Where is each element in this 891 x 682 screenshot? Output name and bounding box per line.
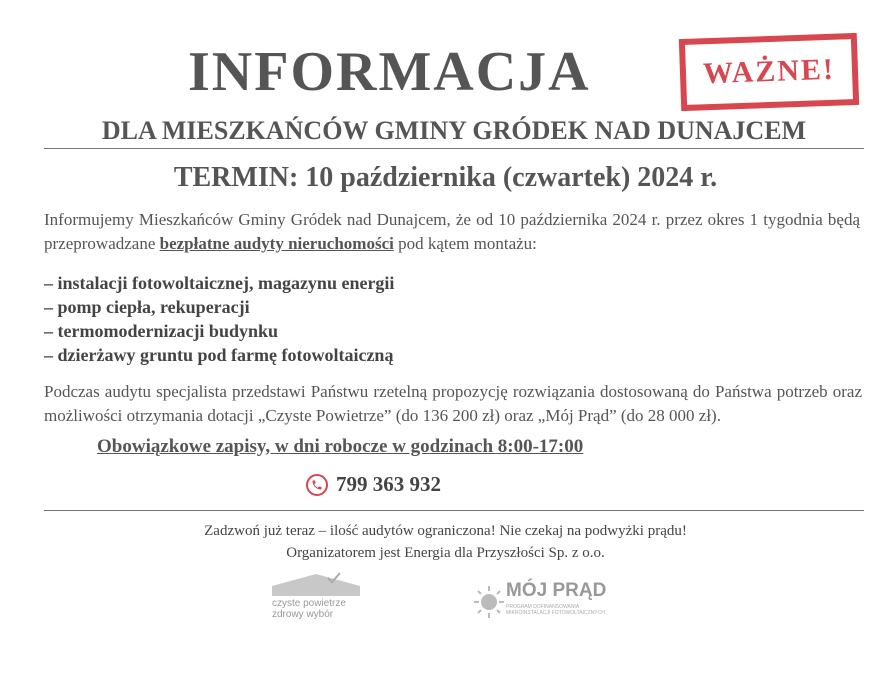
phone-number[interactable]: 799 363 932 — [336, 472, 441, 496]
services-list — [44, 271, 394, 367]
intro-highlight: bezpłatne audyty nieruchomości — [159, 234, 394, 253]
moj-prad-logo — [474, 578, 614, 628]
moj-prad-logo-name: MÓJ PRĄD — [506, 580, 607, 601]
divider — [44, 510, 864, 511]
footer-line-2: Organizatorem jest Energia dla Przyszłości Sp. z o.o. — [286, 545, 605, 561]
stamp-label: WAŻNE! — [702, 52, 836, 91]
moj-prad-logo-caption: PROGRAM DOFINANSOWANIA MIKROINSTALACJI FOTOWOLTAICZNYCH — [506, 604, 605, 616]
important-stamp — [679, 33, 859, 111]
page-subtitle: DLA MIESZKAŃCÓW GMINY GRÓDEK NAD DUNAJCEM — [44, 116, 864, 149]
description-paragraph: Podczas audytu specjalista przedstawi Państwu rzetelną propozycję rozwiązania dostosowaną do Państwa potrzeb oraz możliwości otrzymania dotacji „Czyste Powietrze” (do 136 200 zł) oraz „Mój Prąd” (do 28 000 zł). — [44, 382, 862, 425]
list-item: – termomodernizacji budynku — [44, 321, 278, 341]
registration-notice: Obowiązkowe zapisy, w dni robocze w godzinach 8:00-17:00 — [97, 436, 584, 457]
intro-text-before: Informujemy Mieszkańców Gminy Gródek nad Dunajcem, że od 10 października 2024 r. przez okres 1 tygodnia będą przeprowadzane — [44, 210, 860, 253]
phone-row[interactable] — [306, 472, 441, 497]
list-item: – pomp ciepła, rekuperacji — [44, 297, 250, 317]
czyste-logo-line-1: czyste powietrze — [272, 598, 346, 609]
list-item: – dzierżawy gruntu pod farmę fotowoltaiczną — [44, 345, 394, 365]
footer — [0, 520, 891, 564]
czyste-powietrze-logo — [270, 570, 362, 628]
footer-line-1: Zadzwoń już teraz – ilość audytów ograniczona! Nie czekaj na podwyżki prądu! — [204, 523, 687, 539]
intro-text-after: pod kątem montażu: — [393, 234, 537, 253]
page-title: INFORMACJA — [188, 41, 591, 103]
czyste-logo-line-2: zdrowy wybór — [272, 609, 334, 620]
date-heading: TERMIN: 10 października (czwartek) 2024 r. — [173, 162, 718, 193]
list-item: – instalacji fotowoltaicznej, magazynu energii — [44, 273, 395, 293]
phone-icon — [306, 474, 328, 496]
intro-paragraph — [44, 208, 860, 256]
